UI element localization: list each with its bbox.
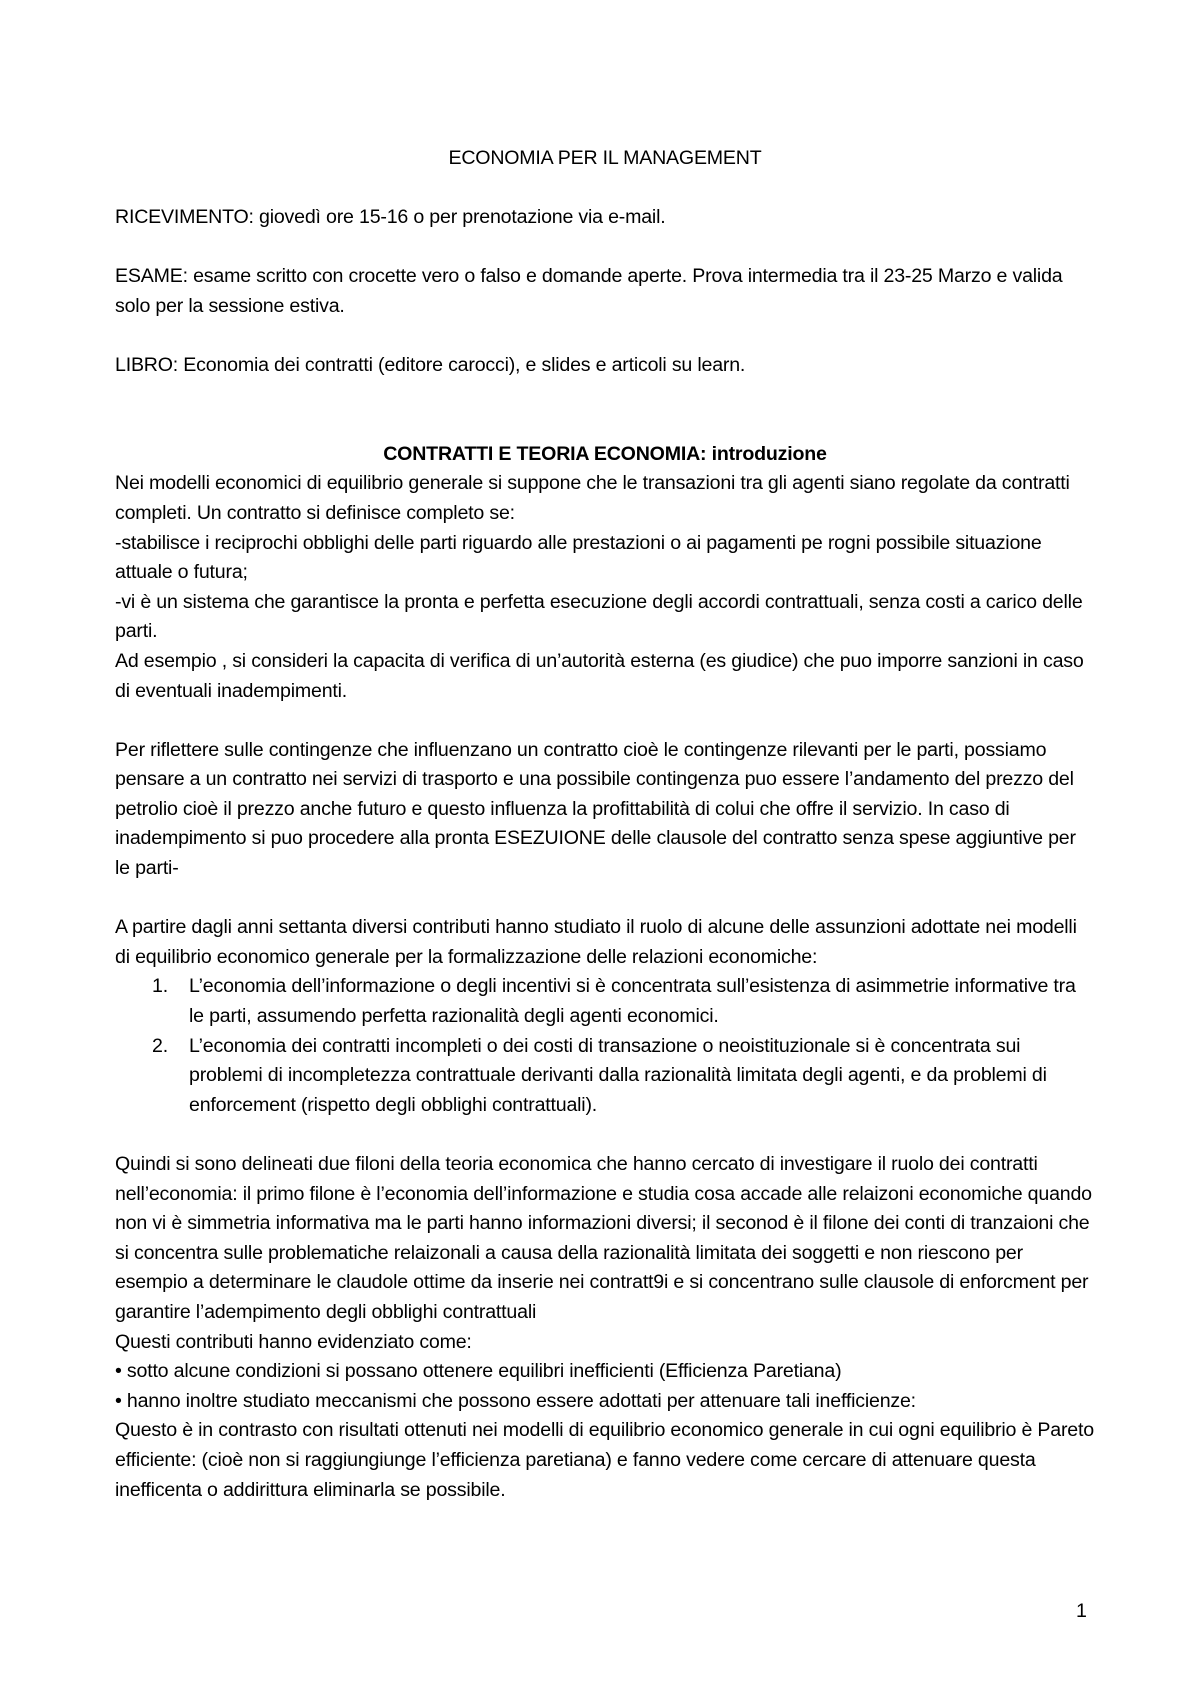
numbered-list bbox=[115, 972, 1095, 1120]
filoni-paragraph: Quindi si sono delineati due filoni della teoria economica che hanno cercato di investigare il ruolo dei contratti nell’economia: il primo filone è l’economia dell’informazione e studia cosa accade alle relaizoni economiche quando non vi è simmetria informativa ma le parti hanno informazioni diversi; il seconod è il filone dei conti di tranzaioni che si concentra sulle problematiche relaizonali a causa della razionalità limitata dei soggetti e non riescono per esempio a determinare le claudole ottime da inserie nei contratt9i e si concentrano sulle clausole di enforcment per garantire l’adempimento degli obblighi contrattuali bbox=[115, 1153, 1092, 1323]
list-item-text: L’economia dei contratti incompleti o dei costi di transazione o neoistituzionale si è concentrata sui problemi di incompletezza contrattuale derivanti dalla razionalità limitata degli agenti, e da problemi di enforcement (rispetto degli obblighi contrattuali). bbox=[189, 1034, 1047, 1116]
bullet-item: • hanno inoltre studiato meccanismi che possono essere adottati per attenuare tali inefficienze: bbox=[115, 1389, 916, 1412]
closing-line: Questi contributi hanno evidenziato come: bbox=[115, 1330, 472, 1353]
bullet-item: • sotto alcune condizioni si possano ottenere equilibri inefficienti (Efficienza Paretiana) bbox=[115, 1360, 842, 1383]
example-paragraph: Ad esempio , si consideri la capacita di verifica di un’autorità esterna (es giudice) che puo imporre sanzioni in caso di eventuali inadempimenti. bbox=[115, 649, 1084, 702]
document-body bbox=[115, 144, 1095, 1505]
list-number: 1. bbox=[152, 975, 168, 998]
condition-item: -vi è un sistema che garantisce la pronta e perfetta esecuzione degli accordi contrattuali, senza costi a carico delle parti. bbox=[115, 590, 1083, 643]
list-item bbox=[115, 1032, 1095, 1121]
intro-paragraph: Nei modelli economici di equilibrio generale si suppone che le transazioni tra gli agenti siano regolate da contratti completi. Un contratto si definisce completo se: bbox=[115, 472, 1070, 524]
esame-paragraph: ESAME: esame scritto con crocette vero o falso e domande aperte. Prova intermedia tra il 23-25 Marzo e valida solo per la sessione estiva. bbox=[115, 265, 1063, 317]
list-item bbox=[115, 972, 1095, 1031]
ricevimento-line: RICEVIMENTO: giovedì ore 15-16 o per prenotazione via e-mail. bbox=[115, 206, 666, 229]
contingency-paragraph: Per riflettere sulle contingenze che influenzano un contratto cioè le contingenze rilevanti per le parti, possiamo pensare a un contratto nei servizi di trasporto e una possibile contingenza puo essere l’andamento del prezzo del petrolio cioè il prezzo anche futuro e questo influenza la profittabilità di colui che offre il servizio. In caso di inadempimento si puo procedere alla pronta ESEZUIONE delle clausole del contratto senza spese aggiuntive per le parti- bbox=[115, 738, 1076, 880]
contributions-paragraph: A partire dagli anni settanta diversi contributi hanno studiato il ruolo di alcune delle assunzioni adottate nei modelli di equilibrio economico generale per la formalizzazione delle relazioni economiche: bbox=[115, 916, 1077, 968]
condition-item: -stabilisce i reciprochi obblighi delle parti riguardo alle prestazioni o ai pagamenti pe rogni possibile situazione attuale o futura; bbox=[115, 531, 1042, 584]
list-number: 2. bbox=[152, 1034, 168, 1057]
libro-line: LIBRO: Economia dei contratti (editore carocci), e slides e articoli su learn. bbox=[115, 354, 746, 377]
document-title: ECONOMIA PER IL MANAGEMENT bbox=[448, 147, 762, 169]
list-item-text: L’economia dell’informazione o degli incentivi si è concentrata sull’esistenza di asimmetrie informative tra le parti, assumendo perfetta razionalità degli agenti economici. bbox=[189, 975, 1076, 1028]
section-title: CONTRATTI E TEORIA ECONOMIA: introduzione bbox=[383, 442, 827, 465]
closing-paragraph: Questo è in contrasto con risultati ottenuti nei modelli di equilibrio economico generale in cui ogni equilibrio è Pareto efficiente: (cioè non si raggiungiunge l’efficienza paretiana) e fanno vedere come cercare di attenuare questa inefficenta o addirittura eliminarla se possibile. bbox=[115, 1419, 1094, 1501]
page-number: 1 bbox=[1076, 1600, 1087, 1622]
